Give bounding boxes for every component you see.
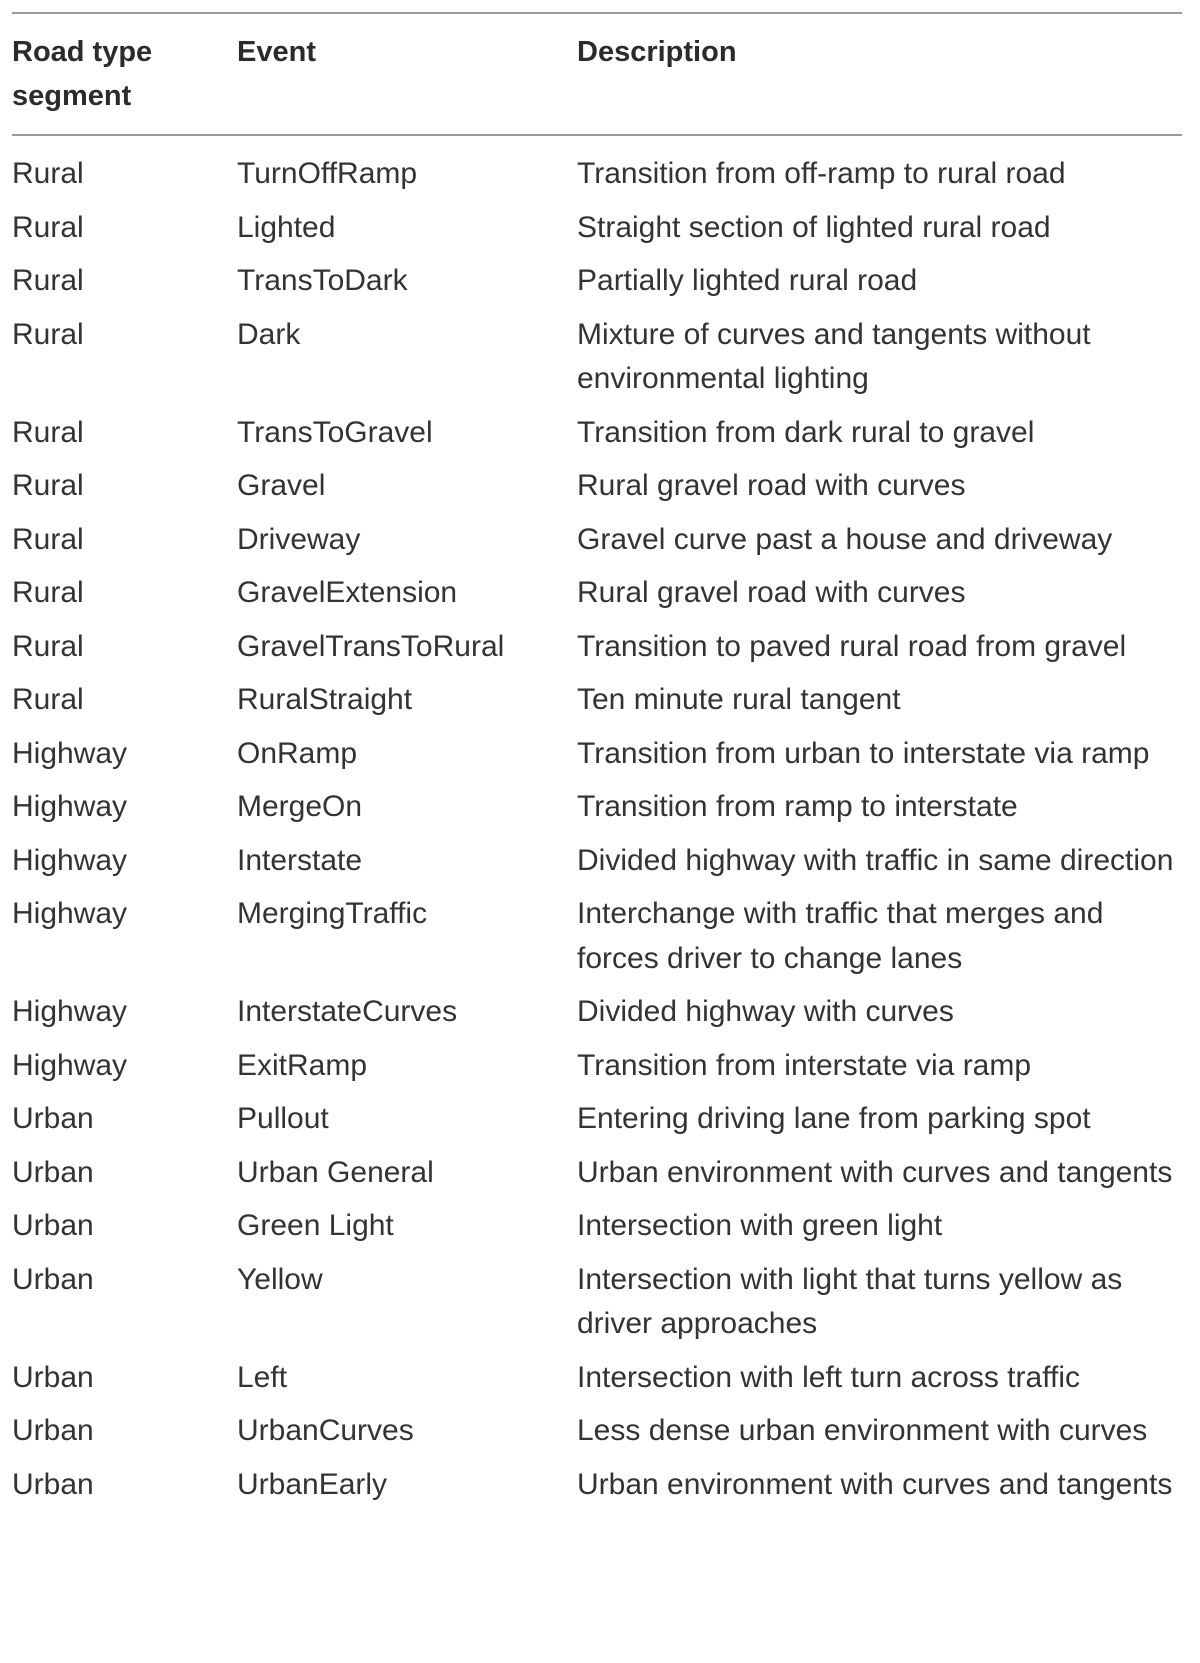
description-cell: Divided highway with traffic in same direction <box>577 843 1174 877</box>
road-type-cell: Highway <box>12 897 128 930</box>
event-cell: Left <box>237 1360 288 1394</box>
event-cell: TransToDark <box>237 264 408 297</box>
description-cell: Transition to paved rural road from gravel <box>577 629 1127 663</box>
table-row <box>12 892 1182 990</box>
description-cell: Transition from interstate via ramp <box>577 1048 1032 1082</box>
header-road-type: Road type segment <box>12 36 153 112</box>
description-cell: Gravel curve past a house and driveway <box>577 522 1113 556</box>
event-cell: Lighted <box>237 210 336 244</box>
description-cell: Transition from dark rural to gravel <box>577 415 1035 449</box>
road-type-cell: Urban <box>12 1360 94 1394</box>
table-row <box>12 1463 1182 1517</box>
table-body <box>12 135 1182 1516</box>
road-type-cell: Urban <box>12 1262 94 1296</box>
table-row <box>12 259 1182 313</box>
event-cell: TurnOffRamp <box>237 157 418 190</box>
road-type-cell: Urban <box>12 1414 94 1447</box>
table-row <box>12 571 1182 625</box>
road-type-cell: Rural <box>12 264 84 297</box>
table-row <box>12 1356 1182 1410</box>
road-type-cell: Rural <box>12 576 84 609</box>
event-cell: Dark <box>237 317 301 351</box>
description-cell: Urban environment with curves and tangents <box>577 1467 1173 1501</box>
event-cell: InterstateCurves <box>237 995 458 1028</box>
table-row <box>12 135 1182 206</box>
table-row <box>12 313 1182 411</box>
table-row <box>12 206 1182 260</box>
description-cell: Less dense urban environment with curves <box>577 1414 1148 1447</box>
description-cell: Partially lighted rural road <box>577 264 918 297</box>
road-type-cell: Urban <box>12 1209 94 1242</box>
road-type-cell: Highway <box>12 736 128 770</box>
table-row <box>12 518 1182 572</box>
event-cell: Interstate <box>237 843 363 877</box>
road-type-cell: Urban <box>12 1102 94 1135</box>
table-row <box>12 1258 1182 1356</box>
event-cell: MergeOn <box>237 790 363 823</box>
road-type-cell: Rural <box>12 683 84 716</box>
description-cell: Divided highway with curves <box>577 995 954 1028</box>
description-cell: Transition from urban to interstate via ramp <box>577 736 1150 770</box>
road-type-cell: Rural <box>12 317 84 351</box>
table-row <box>12 625 1182 679</box>
table-row <box>12 1044 1182 1098</box>
road-type-cell: Urban <box>12 1467 94 1501</box>
event-cell: ExitRamp <box>237 1048 368 1082</box>
road-type-cell: Rural <box>12 522 84 556</box>
event-cell: TransToGravel <box>237 415 433 449</box>
description-cell: Urban environment with curves and tangents <box>577 1155 1173 1189</box>
header-row <box>12 14 1182 135</box>
event-cell: GravelExtension <box>237 576 458 609</box>
table-row <box>12 464 1182 518</box>
road-type-cell: Rural <box>12 415 84 449</box>
description-cell: Mixture of curves and tangents without environmental lighting <box>577 317 1091 395</box>
table-row <box>12 990 1182 1044</box>
road-type-cell: Rural <box>12 629 84 663</box>
table-row <box>12 411 1182 465</box>
event-cell: Gravel <box>237 469 326 502</box>
event-cell: Urban General <box>237 1155 434 1189</box>
header-event: Event <box>237 36 316 68</box>
road-type-cell: Rural <box>12 469 84 502</box>
event-cell: Yellow <box>237 1262 323 1296</box>
road-type-cell: Highway <box>12 1048 128 1082</box>
description-cell: Ten minute rural tangent <box>577 683 901 716</box>
table-row <box>12 1204 1182 1258</box>
event-cell: OnRamp <box>237 736 358 770</box>
description-cell: Entering driving lane from parking spot <box>577 1102 1091 1135</box>
description-cell: Interchange with traffic that merges and forces driver to change lanes <box>577 897 1104 975</box>
road-type-cell: Highway <box>12 843 128 877</box>
table-row <box>12 1409 1182 1463</box>
event-cell: Driveway <box>237 522 361 556</box>
description-cell: Transition from ramp to interstate <box>577 790 1018 823</box>
table-row <box>12 1151 1182 1205</box>
event-cell: UrbanCurves <box>237 1414 414 1447</box>
description-cell: Intersection with light that turns yellow as driver approaches <box>577 1262 1123 1340</box>
road-type-cell: Urban <box>12 1155 94 1189</box>
road-type-cell: Rural <box>12 157 84 190</box>
header-description: Description <box>577 36 737 68</box>
table-row <box>12 732 1182 786</box>
description-cell: Rural gravel road with curves <box>577 576 966 609</box>
road-type-cell: Highway <box>12 995 128 1028</box>
description-cell: Intersection with left turn across traffic <box>577 1360 1080 1394</box>
event-cell: RuralStraight <box>237 683 413 716</box>
road-type-cell: Rural <box>12 210 84 244</box>
road-events-table <box>12 14 1182 1516</box>
road-type-cell: Highway <box>12 790 128 823</box>
event-cell: UrbanEarly <box>237 1467 388 1501</box>
event-cell: GravelTransToRural <box>237 629 505 663</box>
table-row <box>12 785 1182 839</box>
road-events-table-container <box>12 12 1182 1516</box>
event-cell: Green Light <box>237 1209 394 1242</box>
description-cell: Transition from off-ramp to rural road <box>577 157 1066 190</box>
event-cell: Pullout <box>237 1102 329 1135</box>
table-row <box>12 839 1182 893</box>
table-row <box>12 1097 1182 1151</box>
description-cell: Straight section of lighted rural road <box>577 210 1051 244</box>
table-header <box>12 14 1182 135</box>
description-cell: Intersection with green light <box>577 1209 943 1242</box>
event-cell: MergingTraffic <box>237 897 428 930</box>
description-cell: Rural gravel road with curves <box>577 469 966 502</box>
table-row <box>12 678 1182 732</box>
